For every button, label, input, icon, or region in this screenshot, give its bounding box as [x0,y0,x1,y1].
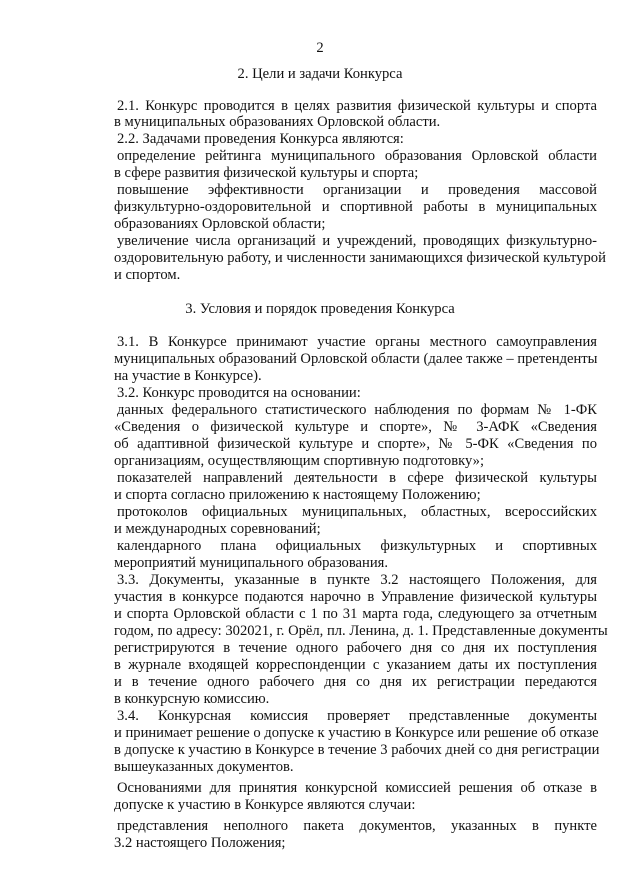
paragraph-line: регистрируются в течение одного рабочего дня со дня их поступления [114,640,597,656]
paragraph-line: показателей направлений деятельности в сфере физической культуры [117,470,597,486]
paragraph-line: в конкурсную комиссию. [114,691,270,707]
paragraph-line: и в течение одного рабочего дня со дня их регистрации передаются [114,674,597,690]
paragraph-line: годом, по адресу: 302021, г. Орёл, пл. Ленина, д. 1. Представленные документы [114,623,608,639]
paragraph-line: в муниципальных образованиях Орловской области. [114,114,441,130]
paragraph-line: и спорта согласно приложению к настоящему Положению; [114,487,481,503]
paragraph-line: оздоровительную работу, и численности занимающихся физической культурой [114,250,606,266]
paragraph-line: календарного плана официальных физкультурных и спортивных [117,538,597,554]
paragraph-line: «Сведения о физической культуре и спорте», № 3-АФК «Сведения [114,419,597,435]
paragraph-line: 3.4. Конкурсная комиссия проверяет представленные документы [117,708,597,724]
page-number: 2 [316,40,324,56]
paragraph-line: в сфере развития физической культуры и спорта; [114,165,419,181]
paragraph-line: в журнале входящей корреспонденции с указанием даты их поступления [114,657,597,673]
paragraph-line: 3.2 настоящего Положения; [114,835,286,851]
paragraph-line: организациям, осуществляющим спортивную подготовку»; [114,453,485,469]
paragraph-line: в допуске к участию в Конкурсе в течение 3 рабочих дней со дня регистрации [114,742,600,758]
paragraph-line: об адаптивной физической культуре и спорте», № 5-ФК «Сведения по [114,436,597,452]
paragraph-line: 3.1. В Конкурсе принимают участие органы местного самоуправления [117,334,597,350]
section-3-heading: 3. Условия и порядок проведения Конкурса [185,301,455,317]
paragraph-line: и международных соревнований; [114,521,321,537]
section-2-heading: 2. Цели и задачи Конкурса [237,66,403,82]
paragraph-line: данных федерального статистического наблюдения по формам № 1-ФК [117,402,597,418]
paragraph-line: физкультурно-оздоровительной и спортивной работы в муниципальных [114,199,597,215]
paragraph-line: 3.2. Конкурс проводится на основании: [117,385,361,401]
paragraph-line: и спорта Орловской области с 1 по 31 марта года, следующего за отчетным [114,606,597,622]
paragraph-line: Основаниями для принятия конкурсной комиссией решения об отказе в [117,780,597,796]
paragraph-line: участия в конкурсе подаются нарочно в Управление физической культуры [114,589,597,605]
paragraph-line: повышение эффективности организации и проведения массовой [117,182,597,198]
paragraph-line: определение рейтинга муниципального образования Орловской области [117,148,597,164]
paragraph-line: протоколов официальных муниципальных, областных, всероссийских [117,504,597,520]
paragraph-line: вышеуказанных документов. [114,759,294,775]
paragraph-line: на участие в Конкурсе). [114,368,262,384]
paragraph-line: и спортом. [114,267,181,283]
paragraph-line: представления неполного пакета документов, указанных в пункте [117,818,597,834]
paragraph-line: муниципальных образований Орловской области (далее также – претенденты [114,351,598,367]
paragraph-line: и принимает решение о допуске к участию в Конкурсе или решение об отказе [114,725,599,741]
paragraph-line: увеличение числа организаций и учреждений, проводящих физкультурно- [117,233,597,249]
paragraph-line: допуске к участию в Конкурсе являются случаи: [114,797,416,813]
paragraph-line: мероприятий муниципального образования. [114,555,389,571]
paragraph-line: 2.2. Задачами проведения Конкурса являются: [117,131,404,147]
paragraph-line: 2.1. Конкурс проводится в целях развития физической культуры и спорта [117,98,597,114]
paragraph-line: образованиях Орловской области; [114,216,326,232]
paragraph-line: 3.3. Документы, указанные в пункте 3.2 настоящего Положения, для [117,572,597,588]
